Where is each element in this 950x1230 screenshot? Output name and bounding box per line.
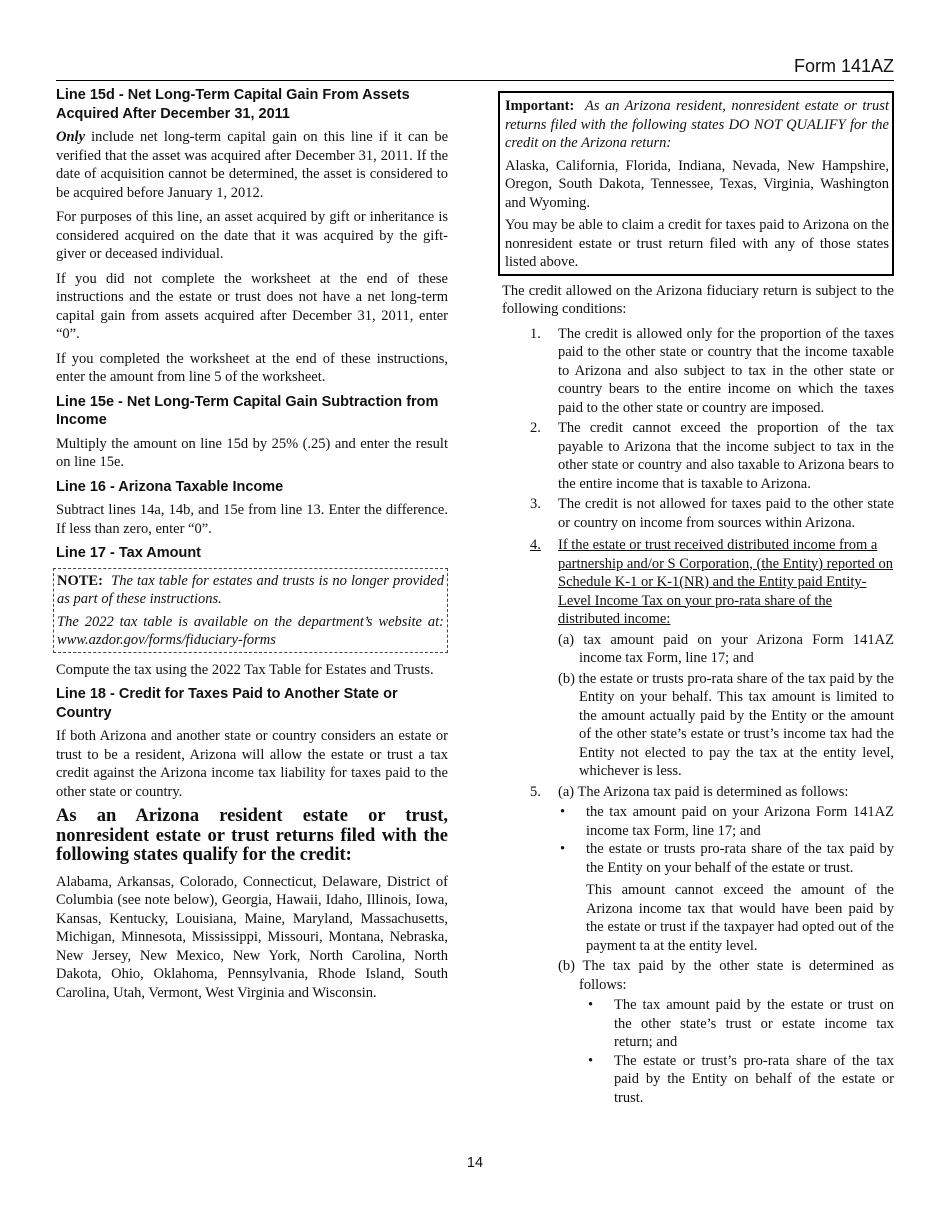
condition-text: The credit is allowed only for the proportion of the taxes paid to the other state or country that the income taxable to Arizona and also subject to tax in the other state or country bears to the entire income on which the taxes paid to the other state or country are imposed. xyxy=(558,325,894,416)
condition-item xyxy=(502,783,894,1108)
left-column xyxy=(56,86,448,1008)
para-qualifying-states: Alabama, Arkansas, Colorado, Connecticut, Delaware, District of Columbia (see note below), Georgia, Hawaii, Idaho, Illinois, Iowa, Kansas, Kentucky, Louisiana, Maine, Maryland, Massachusetts, Michigan, Minnesota, Mississippi, Missouri, Montana, Nebraska, New Jersey, New Mexico, New York, North Carolina, North Dakota, Ohio, Oklahoma, Pennsylvania, Rhode Island, South Carolina, Utah, Vermont, West Virginia and Wisconsin. xyxy=(56,873,448,1001)
bullet-item xyxy=(558,996,894,1052)
condition-number: 4. xyxy=(530,537,541,553)
form-title: Form 141AZ xyxy=(793,56,894,76)
para-15d-worksheet: If you completed the worksheet at the end of these instructions, enter the amount from line 5 of the worksheet. xyxy=(56,350,448,385)
condition-number: 1. xyxy=(530,325,541,342)
condition-sub-b: (b) the estate or trusts pro-rata share of the tax paid by the Entity on your behalf. This tax amount is limited to the amount actually paid by the Entity or the amount of the other state’s estate or trust’s income tax had the Entity not elected to pay the tax at the entity level, whichever is less. xyxy=(558,670,894,779)
condition-limit-note: This amount cannot exceed the amount of the Arizona income tax that would have been paid by the estate or trust if the taxpayer had opted out of the payment ta at the entity level. xyxy=(586,882,894,954)
bullet-text: • the estate or trusts pro-rata share of the tax paid by the Entity on your behalf of the estate or trust. xyxy=(586,841,894,876)
heading-line-17: Line 17 - Tax Amount xyxy=(56,545,202,561)
bullet-text: • The estate or trust’s pro-rata share of the tax paid by the Entity on behalf of the estate or trust. xyxy=(614,1052,894,1106)
heading-line-16: Line 16 - Arizona Taxable Income xyxy=(56,478,284,495)
condition-sub-b: (b) The tax paid by the other state is determined as follows: xyxy=(558,958,894,993)
heading-line-15e: Line 15e - Net Long-Term Capital Gain Subtraction from Income xyxy=(56,393,439,428)
condition-item xyxy=(502,325,894,418)
condition-item xyxy=(502,495,894,532)
page-number: 14 xyxy=(466,1155,484,1171)
right-column xyxy=(502,91,894,1111)
para-17: Compute the tax using the 2022 Tax Table for Estates and Trusts. xyxy=(56,661,434,678)
bullet-list xyxy=(558,996,894,1107)
para-15e: Multiply the amount on line 15d by 25% (.25) and enter the result on line 15e. xyxy=(56,435,448,470)
para-15d-no-worksheet: If you did not complete the worksheet at the end of these instructions and the estate or trust does not have a net long-term capital gain from assets acquired after December 31, 2011, enter “0”. xyxy=(56,270,448,342)
condition-text: The credit cannot exceed the proportion of the tax payable to Arizona that the income subject to tax in the other state or country and also taxable to Arizona bears to the entire income that is taxable to Arizona. xyxy=(558,420,894,492)
conditions-list xyxy=(502,325,894,1108)
header-rule xyxy=(56,80,894,81)
important-paragraph xyxy=(505,97,889,153)
important-box xyxy=(498,91,894,276)
note-text: The tax table for estates and trusts is no longer provided as part of these instructions. xyxy=(57,572,444,607)
para-18: If both Arizona and another state or country considers an estate or trust to be a resident, Arizona will allow the estate or trust a tax credit against the Arizona income tax liability for taxes paid to the other state or country. xyxy=(56,728,448,800)
condition-text-underlined: If the estate or trust received distributed income from a partnership and/or S Corporation, (the Entity) reported on Schedule K-1 or K-1(NR) and the Entity paid Entity-Level Income Tax on your pro-rata share of the distributed income: xyxy=(558,537,894,627)
para-credit-allowed: The credit allowed on the Arizona fiduciary return is subject to the following conditions: xyxy=(502,282,894,317)
heading-line-15d: Line 15d - Net Long-Term Capital Gain From Assets Acquired After December 31, 2011 xyxy=(56,87,410,122)
important-claim: You may be able to claim a credit for taxes paid to Arizona on the nonresident estate or trust return filed with any of those states listed above. xyxy=(505,217,889,270)
para-15d-only xyxy=(56,128,448,202)
tax-table-note-box xyxy=(53,568,448,653)
para-15d-only-rest: include net long-term capital gain on this line if it can be verified that the asset was acquired after December 31, 2011. If the date of acquisition cannot be determined, the asset is considered to be acquired before January 1, 2012. xyxy=(56,129,448,201)
condition-item xyxy=(502,419,894,493)
bullet-item xyxy=(558,803,894,840)
condition-sub-a: (a) The Arizona tax paid is determined as follows: xyxy=(558,783,849,800)
para-15d-gift: For purposes of this line, an asset acquired by gift or inheritance is considered acquired on the date that it was acquired by the gift-giver or deceased individual. xyxy=(56,209,448,262)
condition-item xyxy=(502,536,894,781)
note-website: The 2022 tax table is available on the department’s website at: www.azdor.gov/forms/fiduciary-forms xyxy=(57,613,444,648)
heading-qualify-states: As an Arizona resident estate or trust, nonresident estate or trust returns filed with the following states qualify for the credit: xyxy=(56,806,448,865)
heading-line-18: Line 18 - Credit for Taxes Paid to Another State or Country xyxy=(56,686,398,721)
note-label: NOTE: xyxy=(57,572,103,589)
only-emphasis: Only xyxy=(56,129,85,145)
condition-sub-a: (a) tax amount paid on your Arizona Form 141AZ income tax Form, line 17; and xyxy=(558,631,894,666)
bullet-text: • the tax amount paid on your Arizona Form 141AZ income tax Form, line 17; and xyxy=(586,804,894,839)
important-states: Alaska, California, Florida, Indiana, Nevada, New Hampshire, Oregon, South Dakota, Tennessee, Texas, Virginia, Washington and Wyoming. xyxy=(505,157,889,211)
condition-text: The credit is not allowed for taxes paid to the other state or country on income from sources within Arizona. xyxy=(558,496,894,531)
para-16: Subtract lines 14a, 14b, and 15e from line 13. Enter the difference. If less than zero, enter “0”. xyxy=(56,502,448,537)
bullet-list xyxy=(558,803,894,877)
important-label: Important: xyxy=(505,98,575,114)
bullet-item xyxy=(558,840,894,877)
bullet-item xyxy=(558,1052,894,1108)
condition-number: 3. xyxy=(530,496,541,512)
important-text: As an Arizona resident, nonresident estate or trust returns filed with the following states DO NOT QUALIFY for the credit on the Arizona return: xyxy=(505,98,889,151)
bullet-text: • The tax amount paid by the estate or trust on the other state’s trust or estate income tax return; and xyxy=(614,997,894,1050)
condition-number: 5. xyxy=(530,783,541,800)
condition-number: 2. xyxy=(530,420,541,436)
note-paragraph xyxy=(57,572,444,609)
